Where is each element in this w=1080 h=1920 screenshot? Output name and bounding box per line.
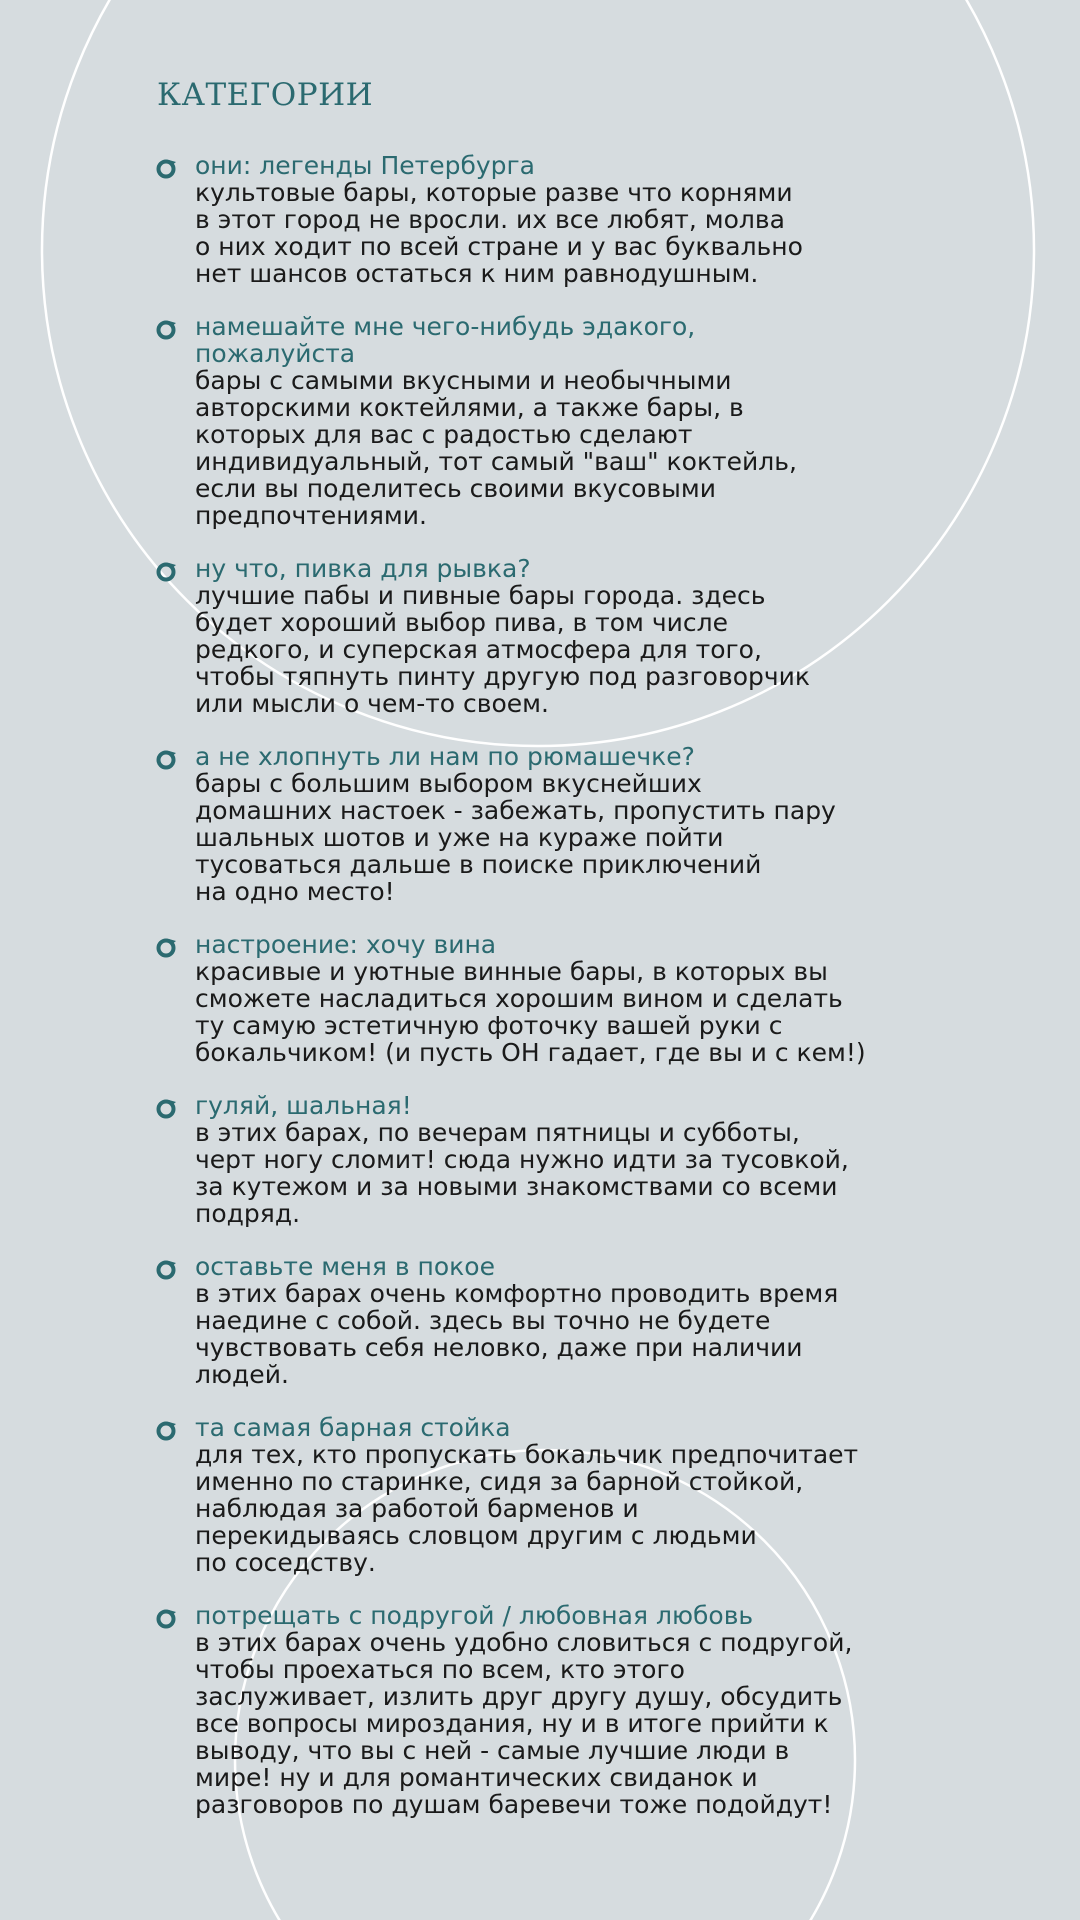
category-description: бары с самыми вкусными и необычными авторскими коктейлями, а также бары, в которых для вас с радостью сделают индивидуальный, тот самый "ваш" коктейль, если вы поделитесь своими вкусовыми предпочтениями. (195, 366, 797, 530)
category-title: ну что, пивка для рывка? (195, 554, 531, 583)
bullet-icon (155, 158, 177, 180)
bullet-icon (155, 319, 177, 341)
category-title: потрещать с подругой / любовная любовь (195, 1601, 754, 1630)
bullet-icon (155, 1420, 177, 1442)
category-item (155, 313, 915, 529)
category-title: та самая барная стойка (195, 1413, 511, 1442)
bullet-icon (155, 749, 177, 771)
category-item (155, 743, 915, 905)
category-description: в этих барах, по вечерам пятницы и субботы, черт ногу сломит! сюда нужно идти за тусовкой, за кутежом и за новыми знакомствами со всеми подряд. (195, 1118, 849, 1228)
category-title: намешайте мне чего-нибудь эдакого, пожалуйста (195, 312, 696, 368)
category-description: в этих барах очень удобно словиться с подругой, чтобы проехаться по всем, кто этого заслуживает, излить друг другу душу, обсудить все вопросы мироздания, ну и в итоге прийти к выводу, что вы с ней - самые лучшие люди в мире! ну и для романтических свиданок и разговоров по душам баревечи тоже подойдут! (195, 1628, 853, 1819)
bullet-icon (155, 1259, 177, 1281)
category-item (155, 152, 915, 287)
category-item (155, 1092, 915, 1227)
category-title: настроение: хочу вина (195, 930, 497, 959)
bullet-icon (155, 1608, 177, 1630)
category-description: в этих барах очень комфортно проводить время наедине с собой. здесь вы точно не будете чувствовать себя неловко, даже при наличии людей. (195, 1279, 839, 1389)
bullet-icon (155, 561, 177, 583)
bullet-icon (155, 937, 177, 959)
category-list (155, 152, 915, 1818)
category-item (155, 1602, 915, 1818)
category-title: а не хлопнуть ли нам по рюмашечке? (195, 742, 695, 771)
bullet-icon (155, 1098, 177, 1120)
category-item (155, 1253, 915, 1388)
category-title: гуляй, шальная! (195, 1091, 412, 1120)
category-item (155, 931, 915, 1066)
category-title: оставьте меня в покое (195, 1252, 495, 1281)
category-description: красивые и уютные винные бары, в которых вы сможете насладиться хорошим вином и сделать ту самую эстетичную фоточку вашей руки с бокальчиком! (и пусть ОН гадает, где вы и с кем!) (195, 957, 866, 1067)
category-description: для тех, кто пропускать бокальчик предпочитает именно по старинке, сидя за барной стойкой, наблюдая за работой барменов и перекидываясь словцом другим с людьми по соседству. (195, 1440, 859, 1577)
category-description: культовые бары, которые разве что корнями в этот город не вросли. их все любят, молва о них ходит по всей стране и у вас буквально нет шансов остаться к ним равнодушным. (195, 178, 803, 288)
category-description: бары с большим выбором вкуснейших домашних настоек - забежать, пропустить пару шальных шотов и уже на кураже пойти тусоваться дальше в поиске приключений на одно место! (195, 769, 836, 906)
categories-section (155, 74, 915, 1844)
category-title: они: легенды Петербурга (195, 151, 535, 180)
page-title: КАТЕГОРИИ (157, 77, 374, 113)
category-item (155, 1414, 915, 1576)
category-item (155, 555, 915, 717)
category-description: лучшие пабы и пивные бары города. здесь будет хороший выбор пива, в том числе редкого, и суперская атмосфера для того, чтобы тяпнуть пинту другую под разговорчик или мысли о чем-то своем. (195, 581, 810, 718)
